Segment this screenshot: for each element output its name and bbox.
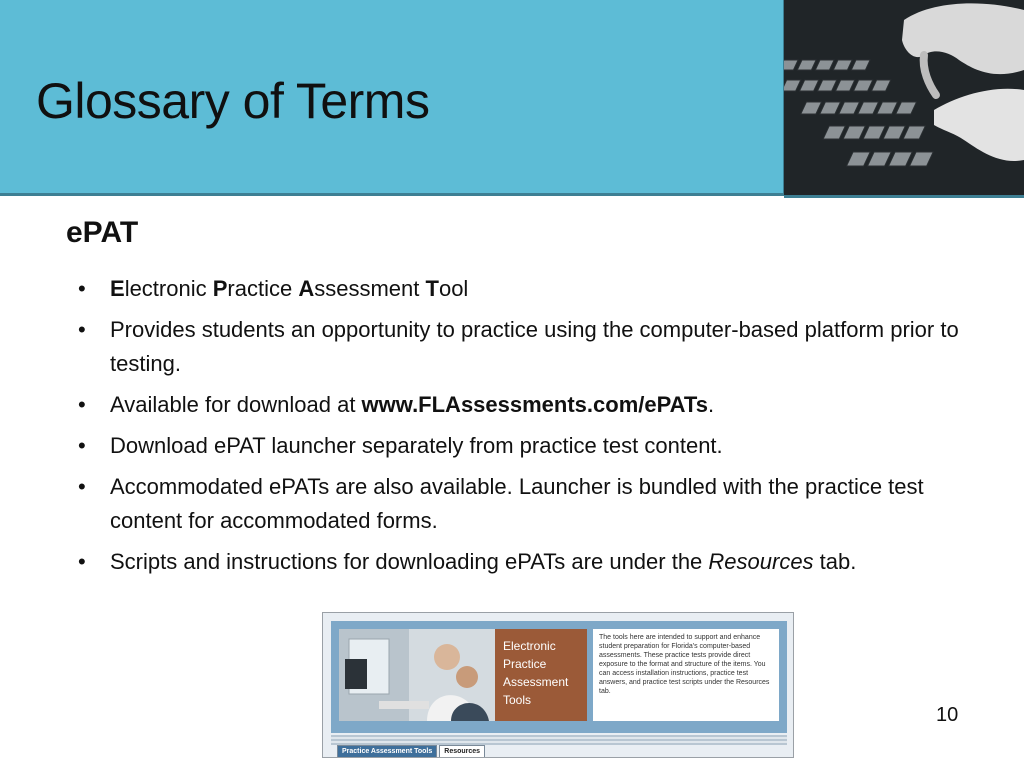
resources-emphasis: Resources — [708, 549, 814, 574]
bullet-text: Download ePAT launcher separately from practice test content. — [110, 433, 723, 458]
screenshot-divider — [331, 735, 787, 745]
bullet-list — [74, 272, 974, 586]
bullet-text: Available for download at — [110, 392, 362, 417]
list-item — [74, 388, 974, 422]
list-item — [74, 429, 974, 463]
list-item — [74, 545, 974, 579]
bullet-text: Provides students an opportunity to practice using the computer-based platform prior to testing. — [110, 317, 959, 376]
bullet-dot: • — [78, 474, 86, 499]
acronym-word: lectronic — [124, 276, 213, 301]
acronym-word: ssessment — [314, 276, 426, 301]
list-item — [74, 470, 974, 538]
slide-title: Glossary of Terms — [36, 73, 430, 129]
list-item — [74, 272, 974, 306]
acronym-letter: P — [212, 276, 228, 301]
acronym-letter: E — [110, 276, 125, 301]
screenshot-tabs — [337, 745, 487, 758]
bullet-dot: • — [78, 276, 86, 301]
keyboard-typing-photo — [784, 0, 1024, 198]
bullet-dot: • — [78, 392, 86, 417]
page-number: 10 — [936, 704, 959, 726]
tab-practice-assessment-tools[interactable]: Practice Assessment Tools — [337, 745, 437, 758]
bullet-text: Scripts and instructions for downloading ePATs are under the — [110, 549, 709, 574]
download-url: www.FLAssessments.com/ePATs — [361, 392, 708, 417]
bullet-text: tab. — [813, 549, 857, 574]
bullet-dot: • — [78, 317, 86, 342]
title-banner — [0, 0, 784, 196]
list-item — [74, 313, 974, 381]
epat-title-line: Electronic — [503, 639, 556, 653]
epat-title-line: Tools — [503, 693, 532, 707]
epat-title-line: Practice — [503, 657, 547, 671]
epat-website-screenshot — [322, 612, 794, 758]
epat-title-line: Assessment — [503, 675, 569, 689]
tab-resources[interactable]: Resources — [439, 745, 485, 758]
bullet-dot: • — [78, 549, 86, 574]
section-heading: ePAT — [66, 216, 139, 249]
acronym-word: ool — [438, 276, 469, 301]
acronym-letter: A — [298, 276, 315, 301]
bullet-text: . — [707, 392, 715, 417]
epat-title-panel — [495, 629, 587, 721]
bullet-text: Accommodated ePATs are also available. Launcher is bundled with the practice test content for accommodated forms. — [110, 474, 924, 533]
student-computer-photo — [339, 629, 519, 721]
bullet-dot: • — [78, 433, 86, 458]
acronym-letter: T — [425, 276, 439, 301]
epat-description: The tools here are intended to support and enhance student preparation for Florida's computer-based assessments. These practice tests provide direct exposure to the format and structure of the items. You can access installation instructions, practice test answers, and practice test scripts under the Resources tab. — [593, 629, 779, 721]
acronym-word: ractice — [227, 276, 299, 301]
